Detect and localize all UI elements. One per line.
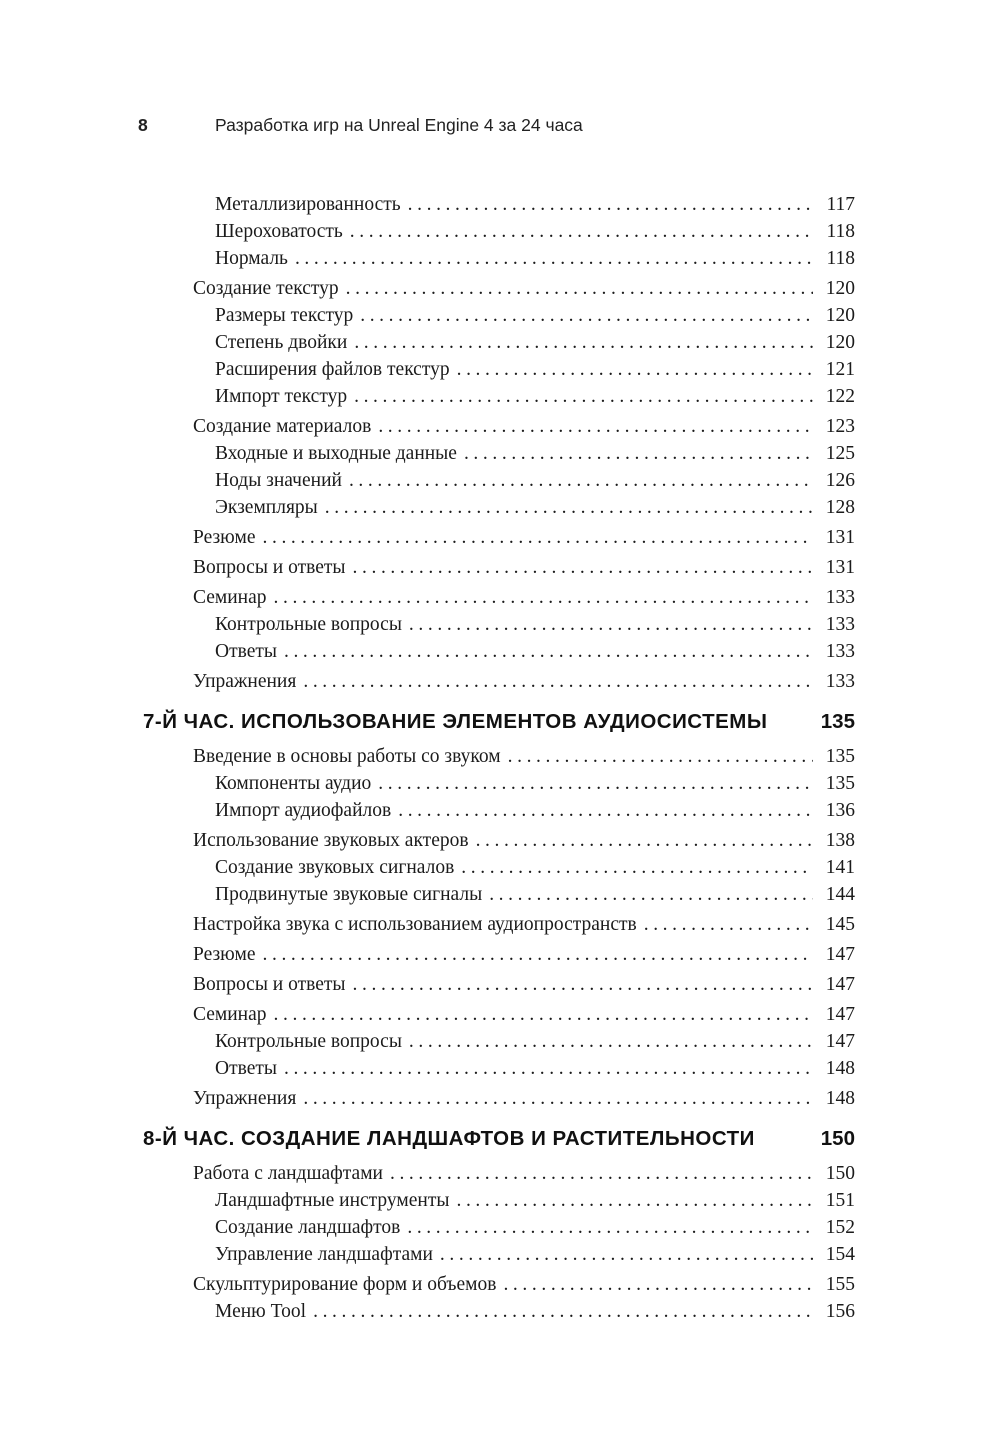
- toc-entry: [143, 881, 855, 908]
- dot-leader: [390, 1160, 813, 1187]
- toc-entry: [143, 638, 855, 665]
- toc-entry-label: Работа с ландшафтами: [193, 1163, 383, 1184]
- toc-entry-page: 117: [826, 194, 855, 215]
- toc-entry-page: 123: [825, 416, 855, 437]
- toc-entry-label: Ответы: [215, 1058, 277, 1079]
- dot-leader: [263, 524, 814, 551]
- toc-entry-page: 152: [825, 1217, 855, 1238]
- toc-entry-label: Нормаль: [215, 248, 288, 269]
- toc-entry-page: 120: [825, 305, 855, 326]
- toc-entry-page: 121: [825, 359, 855, 380]
- toc-entry: [143, 971, 855, 998]
- toc-entry-label: Экземпляры: [215, 497, 318, 518]
- toc-entry-label: Упражнения: [193, 671, 297, 692]
- toc-entry-label: Степень двойки: [215, 332, 348, 353]
- dot-leader: [349, 467, 813, 494]
- dot-leader: [303, 1085, 813, 1112]
- toc-entry: [143, 797, 855, 824]
- toc-entry: [143, 827, 855, 854]
- chapter-page-number: 135: [820, 710, 855, 733]
- toc-entry-page: 136: [825, 800, 855, 821]
- dot-leader: [295, 245, 813, 272]
- toc-entry-label: Контрольные вопросы: [215, 614, 402, 635]
- dot-leader: [644, 911, 813, 938]
- dot-leader: [398, 797, 813, 824]
- toc-entry-label: Импорт текстур: [215, 386, 348, 407]
- toc-entry: [143, 218, 855, 245]
- toc-entry-page: 120: [825, 332, 855, 353]
- page-header: [0, 112, 986, 138]
- toc-entry-page: 147: [825, 1004, 855, 1025]
- dot-leader: [503, 1271, 813, 1298]
- toc-entry: [143, 554, 855, 581]
- toc-entry-label: Контрольные вопросы: [215, 1031, 402, 1052]
- toc-entry: [143, 1241, 855, 1268]
- dot-leader: [353, 971, 813, 998]
- toc-entry: [143, 854, 855, 881]
- toc-entry-list: [143, 1160, 855, 1325]
- toc-entry-page: 131: [825, 527, 855, 548]
- toc-entry-page: 147: [825, 944, 855, 965]
- toc-entry-label: Ноды значений: [215, 470, 342, 491]
- toc-section: [143, 1125, 855, 1325]
- toc-entry: [143, 911, 855, 938]
- dot-leader: [353, 554, 813, 581]
- toc-entry-page: 156: [825, 1301, 855, 1322]
- toc-entry: [143, 584, 855, 611]
- dot-leader: [313, 1298, 813, 1325]
- toc-entry: [143, 743, 855, 770]
- toc-entry-label: Шероховатость: [215, 221, 343, 242]
- toc-entry-label: Упражнения: [193, 1088, 297, 1109]
- toc-entry: [143, 1214, 855, 1241]
- chapter-title: 8-Й ЧАС. СОЗДАНИЕ ЛАНДШАФТОВ И РАСТИТЕЛЬНОСТИ: [143, 1127, 755, 1150]
- toc-entry-page: 144: [825, 884, 855, 905]
- toc-entry-page: 133: [825, 614, 855, 635]
- toc-entry: [143, 467, 855, 494]
- toc-entry: [143, 383, 855, 410]
- toc-entry-page: 135: [825, 773, 855, 794]
- toc-entry-label: Семинар: [193, 587, 267, 608]
- dot-leader: [360, 302, 813, 329]
- dot-leader: [378, 413, 813, 440]
- toc-entry-page: 133: [825, 587, 855, 608]
- dot-leader: [464, 440, 813, 467]
- toc-entry-label: Скульптурирование форм и объемов: [193, 1274, 497, 1295]
- toc-entry: [143, 1187, 855, 1214]
- toc-entry-page: 131: [825, 557, 855, 578]
- toc-entry: [143, 275, 855, 302]
- toc-entry: [143, 1028, 855, 1055]
- toc-entry-page: 147: [825, 974, 855, 995]
- toc-entry-page: 133: [825, 671, 855, 692]
- toc-entry: [143, 1271, 855, 1298]
- chapter-heading-row: [143, 1125, 855, 1152]
- dot-leader: [303, 668, 813, 695]
- toc-entry: [143, 770, 855, 797]
- toc-entry: [143, 329, 855, 356]
- dot-leader: [354, 329, 813, 356]
- toc-entry-label: Размеры текстур: [215, 305, 354, 326]
- toc-entry-label: Резюме: [193, 944, 256, 965]
- toc-entry-page: 138: [825, 830, 855, 851]
- toc-entry-page: 133: [825, 641, 855, 662]
- toc-entry-page: 125: [825, 443, 855, 464]
- toc-entry-page: 118: [826, 221, 855, 242]
- toc-entry: [143, 941, 855, 968]
- toc-entry: [143, 1001, 855, 1028]
- toc-entry-page: 154: [825, 1244, 855, 1265]
- dot-leader: [408, 191, 813, 218]
- toc-entry-label: Импорт аудиофайлов: [215, 800, 392, 821]
- dot-leader: [456, 1187, 813, 1214]
- toc-entry-label: Введение в основы работы со звуком: [193, 746, 501, 767]
- page-number: 8: [138, 115, 148, 135]
- toc-entry-label: Создание текстур: [193, 278, 339, 299]
- chapter-title: 7-Й ЧАС. ИСПОЛЬЗОВАНИЕ ЭЛЕМЕНТОВ АУДИОСИСТЕМЫ: [143, 710, 768, 733]
- toc-entry-label: Вопросы и ответы: [193, 974, 346, 995]
- toc-section: [143, 191, 855, 695]
- toc-entry-label: Металлизированность: [215, 194, 401, 215]
- toc-entry-page: 126: [825, 470, 855, 491]
- toc-entry: [143, 302, 855, 329]
- toc-entry-label: Использование звуковых актеров: [193, 830, 469, 851]
- toc-entry-label: Создание звуковых сигналов: [215, 857, 455, 878]
- dot-leader: [350, 218, 813, 245]
- toc-entry: [143, 440, 855, 467]
- toc-entry-page: 147: [825, 1031, 855, 1052]
- toc-entry-page: 118: [826, 248, 855, 269]
- toc-entry-page: 148: [825, 1058, 855, 1079]
- running-title: Разработка игр на Unreal Engine 4 за 24 часа: [215, 115, 583, 135]
- toc-entry-page: 128: [825, 497, 855, 518]
- dot-leader: [407, 1214, 813, 1241]
- toc-entry-page: 155: [825, 1274, 855, 1295]
- dot-leader: [284, 1055, 813, 1082]
- dot-leader: [274, 1001, 813, 1028]
- toc-entry-page: 122: [825, 386, 855, 407]
- toc-entry: [143, 1160, 855, 1187]
- toc-entry-page: 145: [825, 914, 855, 935]
- dot-leader: [457, 356, 813, 383]
- toc-entry-list: [143, 191, 855, 695]
- toc-entry-label: Создание ландшафтов: [215, 1217, 401, 1238]
- dot-leader: [378, 770, 813, 797]
- toc-entry: [143, 611, 855, 638]
- chapter-heading-row: [143, 708, 855, 735]
- toc-entry: [143, 1298, 855, 1325]
- dot-leader: [409, 1028, 813, 1055]
- toc-entry-label: Создание материалов: [193, 416, 372, 437]
- toc-entry-label: Семинар: [193, 1004, 267, 1025]
- toc-entry-label: Расширения файлов текстур: [215, 359, 450, 380]
- toc-entry: [143, 494, 855, 521]
- toc-entry: [143, 1055, 855, 1082]
- toc-entry-page: 151: [825, 1190, 855, 1211]
- toc-entry-label: Вопросы и ответы: [193, 557, 346, 578]
- dot-leader: [461, 854, 813, 881]
- toc-entry: [143, 524, 855, 551]
- toc-entry-label: Меню Tool: [215, 1301, 307, 1322]
- toc-entry-page: 120: [825, 278, 855, 299]
- dot-leader: [346, 275, 813, 302]
- toc-entry: [143, 245, 855, 272]
- toc-entry: [143, 356, 855, 383]
- toc-entry-list: [143, 743, 855, 1112]
- toc-entry-page: 150: [825, 1163, 855, 1184]
- dot-leader: [325, 494, 813, 521]
- toc-entry-label: Продвинутые звуковые сигналы: [215, 884, 483, 905]
- toc-entry: [143, 668, 855, 695]
- toc-entry-label: Настройка звука с использованием аудиопространств: [193, 914, 637, 935]
- toc-entry-label: Управление ландшафтами: [215, 1244, 433, 1265]
- toc-entry: [143, 413, 855, 440]
- toc-entry-page: 148: [825, 1088, 855, 1109]
- dot-leader: [263, 941, 814, 968]
- dot-leader: [508, 743, 813, 770]
- toc-section: [143, 708, 855, 1112]
- toc-entry-label: Входные и выходные данные: [215, 443, 457, 464]
- dot-leader: [440, 1241, 813, 1268]
- toc-entry-label: Компоненты аудио: [215, 773, 372, 794]
- toc-entry-label: Ответы: [215, 641, 277, 662]
- toc-entry-page: 135: [825, 746, 855, 767]
- chapter-page-number: 150: [820, 1127, 855, 1150]
- table-of-contents: [143, 191, 855, 1325]
- dot-leader: [274, 584, 813, 611]
- dot-leader: [476, 827, 813, 854]
- toc-entry-label: Ландшафтные инструменты: [215, 1190, 450, 1211]
- toc-entry-label: Резюме: [193, 527, 256, 548]
- toc-entry: [143, 191, 855, 218]
- dot-leader: [354, 383, 813, 410]
- toc-entry-page: 141: [825, 857, 855, 878]
- dot-leader: [284, 638, 813, 665]
- toc-entry: [143, 1085, 855, 1112]
- dot-leader: [489, 881, 813, 908]
- dot-leader: [409, 611, 813, 638]
